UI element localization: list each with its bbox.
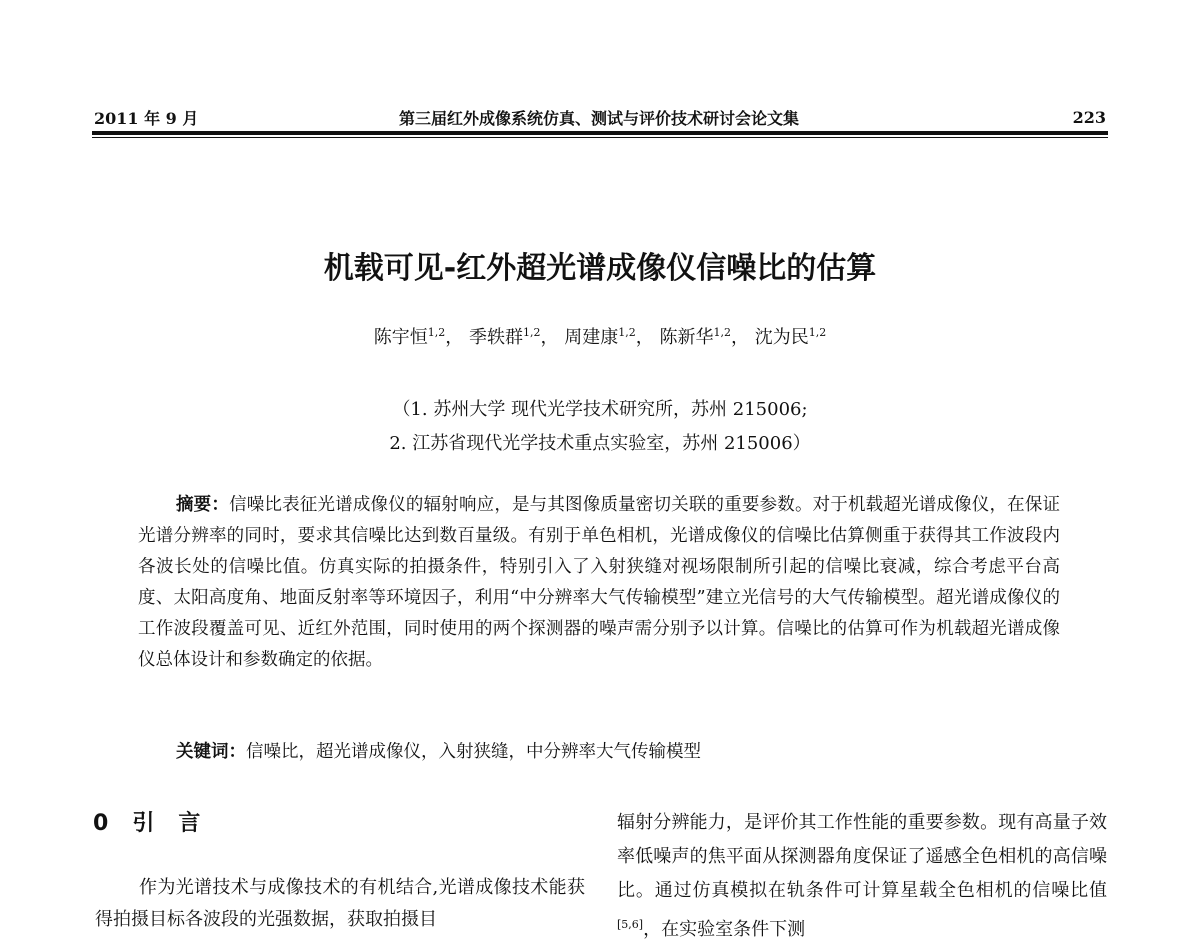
section-number: 0: [93, 811, 109, 836]
keywords-label: 关键词：: [176, 742, 246, 762]
header-rule-thin: [92, 137, 1108, 138]
author: 季轶群$^{1,2}$: [469, 326, 541, 348]
abstract: [138, 490, 1060, 676]
abstract-text: 信噪比表征光谱成像仪的辐射响应，是与其图像质量密切关联的重要参数。对于机载超光谱成像仪，在保证光谱分辨率的同时，要求其信噪比达到数百量级。有别于单色相机，光谱成像仪的信噪比估算侧重于获得其工作波段内各波长处的信噪比值。仿真实际的拍摄条件，特别引入了入射狭缝对视场限制所引起的信噪比衰减，综合考虑平台高度、太阳高度角、地面反射率等环境因子，利用“中分辨率大气传输模型”建立光信号的大气传输模型。超光谱成像仪的工作波段覆盖可见、近红外范围，同时使用的两个探测器的噪声需分别予以计算。信噪比的估算可作为机载超光谱成像仪总体设计和参数确定的依据。: [138, 495, 1061, 670]
author: 周建康$^{1,2}$: [564, 326, 636, 348]
header-date: 2011 年 9 月: [94, 109, 199, 128]
paper-title: 机载可见-红外超光谱成像仪信噪比的估算: [323, 251, 877, 286]
right-column-text-tail: ，在实验室条件下测: [643, 919, 806, 940]
left-column-body: 作为光谱技术与成像技术的有机结合,光谱成像技术能获得拍摄目标各波段的光强数据，获取拍摄目: [95, 877, 585, 930]
author-list: 陈宇恒$^{1,2}$， 季轶群$^{1,2}$， 周建康$^{1,2}$， 陈新华$^{1,2}$， 沈为民$^{1,2}$: [373, 326, 827, 348]
keywords-text: 信噪比，超光谱成像仪，入射狭缝，中分辨率大气传输模型: [246, 742, 701, 762]
affiliation-line-1: （1. 苏州大学 现代光学技术研究所，苏州 215006;: [392, 399, 808, 420]
section-title-char-2: 言: [178, 811, 201, 836]
citation: [5,6]: [617, 918, 644, 931]
author: 沈为民$^{1,2}$: [754, 326, 827, 348]
running-header: [92, 106, 1106, 132]
section-title-char-1: 引: [132, 811, 155, 836]
author: 陈宇恒$^{1,2}$: [373, 326, 446, 348]
right-column-text: 辐射分辨能力，是评价其工作性能的重要参数。现有高量子效率低噪声的焦平面从探测器角度保证了遥感全色相机的高信噪比。通过仿真模拟在轨条件可计算星载全色相机的信噪比值: [617, 812, 1107, 901]
section-heading-introduction: [93, 806, 200, 837]
author: 陈新华$^{1,2}$: [659, 326, 731, 348]
page-number: 223: [1072, 108, 1106, 127]
keywords: [176, 738, 701, 763]
abstract-label: 摘要：: [176, 495, 230, 515]
header-rule-thick: [92, 131, 1108, 135]
affiliation-line-2: 2. 江苏省现代光学技术重点实验室，苏州 215006）: [389, 433, 811, 454]
header-journal-title: 第三届红外成像系统仿真、测试与评价技术研讨会论文集: [398, 109, 799, 128]
right-column-body: [617, 806, 1107, 947]
